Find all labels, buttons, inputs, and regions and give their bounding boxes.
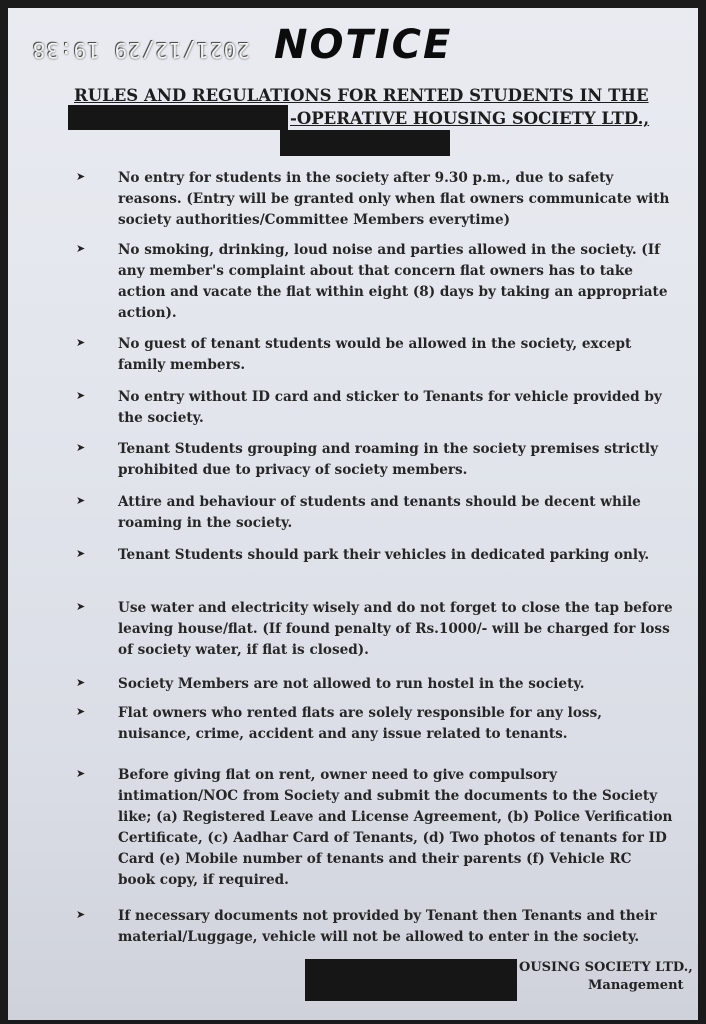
- rule-text: Tenant Students grouping and roaming in the society premises strictly prohibited due to privacy of society members.: [118, 441, 658, 478]
- photo-timestamp: 2021/12/29 19:38: [31, 38, 250, 62]
- arrow-bullet-icon: ➤: [76, 494, 86, 507]
- management-signature: Management: [588, 978, 684, 993]
- arrow-bullet-icon: ➤: [76, 767, 86, 780]
- rule-text: Tenant Students should park their vehicles in dedicated parking only.: [118, 547, 650, 563]
- rule-text: If necessary documents not provided by Tenant then Tenants and their material/Luggage, vehicle will not be allowed to enter in the society.: [118, 908, 657, 945]
- arrow-bullet-icon: ➤: [76, 389, 86, 402]
- society-name-signature: OUSING SOCIETY LTD.,: [519, 960, 693, 975]
- arrow-bullet-icon: ➤: [76, 441, 86, 454]
- rule-text: No smoking, drinking, loud noise and parties allowed in the society. (If any member's complaint about that concern flat owners has to take action and vacate the flat within eight (8) days by taking an appropriate action).: [118, 242, 668, 321]
- arrow-bullet-icon: ➤: [76, 676, 86, 689]
- heading-line-2: -OPERATIVE HOUSING SOCIETY LTD.,: [290, 109, 650, 128]
- arrow-bullet-icon: ➤: [76, 908, 86, 921]
- rule-text: No entry without ID card and sticker to Tenants for vehicle provided by the society.: [118, 389, 662, 426]
- arrow-bullet-icon: ➤: [76, 547, 86, 560]
- notice-paper: [8, 8, 698, 1020]
- redaction-block: [280, 130, 450, 156]
- arrow-bullet-icon: ➤: [76, 705, 86, 718]
- redaction-block: [68, 105, 288, 130]
- arrow-bullet-icon: ➤: [76, 600, 86, 613]
- arrow-bullet-icon: ➤: [76, 336, 86, 349]
- rule-text: No entry for students in the society after 9.30 p.m., due to safety reasons. (Entry will be granted only when flat owners communicate with society authorities/Committee Members everytime): [118, 170, 670, 228]
- heading-line-1: RULES AND REGULATIONS FOR RENTED STUDENTS IN THE: [74, 86, 649, 105]
- rule-text: Before giving flat on rent, owner need to give compulsory intimation/NOC from Society and submit the documents to the Society like; (a) Registered Leave and License Agreement, (b) Police Verification Certificate, (c) Aadhar Card of Tenants, (d) Two photos of tenants for ID Card (e) Mobile number of tenants and their parents (f) Vehicle RC book copy, if required.: [118, 767, 673, 888]
- arrow-bullet-icon: ➤: [76, 170, 86, 183]
- redaction-block: [305, 959, 517, 1001]
- rule-text: Society Members are not allowed to run hostel in the society.: [118, 676, 585, 692]
- rule-text: Use water and electricity wisely and do not forget to close the tap before leaving house/flat. (If found penalty of Rs.1000/- will be charged for loss of society water, if flat is closed).: [118, 600, 673, 658]
- notice-title: NOTICE: [274, 22, 453, 68]
- arrow-bullet-icon: ➤: [76, 242, 86, 255]
- rule-text: Flat owners who rented flats are solely responsible for any loss, nuisance, crime, accident and any issue related to tenants.: [118, 705, 602, 742]
- rule-text: No guest of tenant students would be allowed in the society, except family members.: [118, 336, 632, 373]
- rule-text: Attire and behaviour of students and tenants should be decent while roaming in the society.: [118, 494, 641, 531]
